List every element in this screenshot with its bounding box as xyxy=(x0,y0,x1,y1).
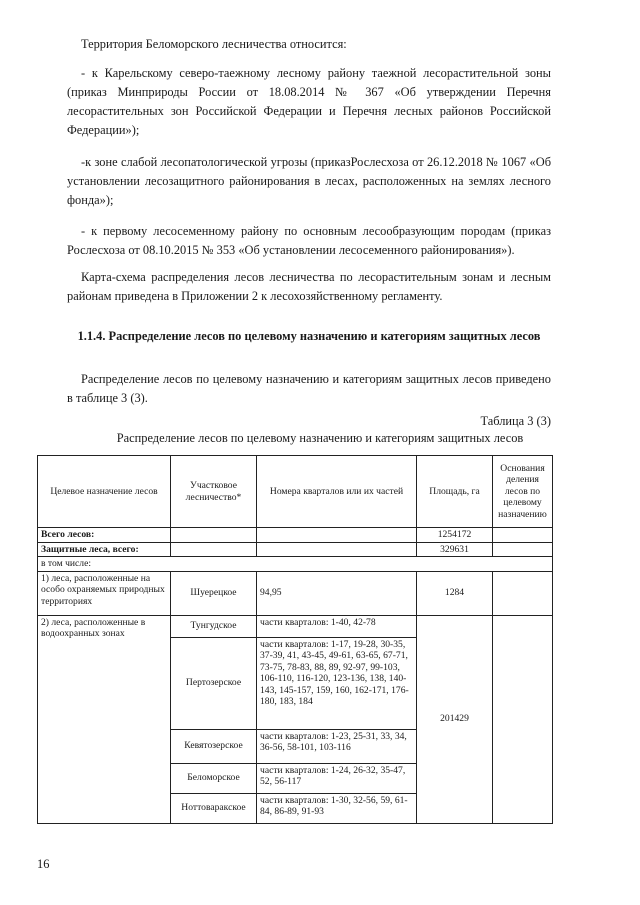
paragraph-forest-region: - к Карельскому северо-таежному лесному району таежной лесорастительной зоны (приказ Минприроды России от 18.08.2014 № 367 «Об утверждении Перечня лесорастительных зон Российской Федерации и Перечня лесных районов Российской Федерации»); xyxy=(67,66,551,137)
cell-water-area: 201429 xyxy=(417,615,493,823)
table-label: Таблица 3 (3) xyxy=(480,414,551,428)
section-heading: 1.1.4. Распределение лесов по целевому назначению и категориям защитных лесов xyxy=(77,329,541,343)
paragraph-pathology-zone: -к зоне слабой лесопатологической угрозы (приказРослесхоза от 26.12.2018 № 1067 «Об установлении лесозащитного районирования в лесах, расположенных на землях лесного фонда»); xyxy=(67,155,551,207)
cell-water-quarters: части кварталов: 1-40, 42-78 xyxy=(257,615,417,637)
cell-water-district: Тунгудское xyxy=(171,615,257,637)
header-quarters: Номера кварталов или их частей xyxy=(257,456,417,528)
table-row-including xyxy=(38,557,553,572)
cell-total-label: Всего лесов: xyxy=(38,528,171,543)
header-district: Участковое лесничество* xyxy=(171,456,257,528)
cell-oopt-quarters: 94,95 xyxy=(257,571,417,615)
cell-including: в том числе: xyxy=(38,557,553,572)
cell-oopt-label: 1) леса, расположенные на особо охраняемых природных территориях xyxy=(38,571,171,615)
cell-water-label: 2) леса, расположенные в водоохранных зонах xyxy=(38,615,171,823)
table-row-water-1 xyxy=(38,615,553,637)
table-row-protective xyxy=(38,542,553,557)
cell-oopt-district: Шуерецкое xyxy=(171,571,257,615)
header-basis: Основания деления лесов по целевому назначению xyxy=(493,456,553,528)
cell-water-district: Пертозерское xyxy=(171,637,257,729)
table-row-total xyxy=(38,528,553,543)
cell-water-quarters: части кварталов: 1-24, 26-32, 35-47, 52, 56-117 xyxy=(257,763,417,793)
cell-water-district: Ноттоваракское xyxy=(171,793,257,823)
cell-water-quarters: части кварталов: 1-23, 25-31, 33, 34, 36-56, 58-101, 103-116 xyxy=(257,729,417,763)
cell-total-area: 1254172 xyxy=(417,528,493,543)
header-area: Площадь, га xyxy=(417,456,493,528)
paragraph-seed-region: - к первому лесосеменному району по основным лесообразующим породам (приказ Рослесхоза от 08.10.2015 № 353 «Об установлении лесосеменного районирования»). xyxy=(67,224,551,257)
paragraph-intro: Территория Беломорского лесничества относится: xyxy=(81,37,347,51)
table-row-oopt xyxy=(38,571,553,615)
paragraph-table-intro: Распределение лесов по целевому назначению и категориям защитных лесов приведено в таблице 3 (3). xyxy=(67,372,551,405)
cell-water-quarters: части кварталов: 1-30, 32-56, 59, 61-84, 86-89, 91-93 xyxy=(257,793,417,823)
page-number: 16 xyxy=(37,857,50,871)
cell-water-district: Кевятозерское xyxy=(171,729,257,763)
cell-protective-label: Защитные леса, всего: xyxy=(38,542,171,557)
paragraph-map-reference: Карта-схема распределения лесов лесничества по лесорастительным зонам и лесным районам приведена в Приложении 2 к лесохозяйственному регламенту. xyxy=(67,270,551,303)
header-purpose: Целевое назначение лесов xyxy=(38,456,171,528)
table-header-row xyxy=(38,456,553,528)
table-caption: Распределение лесов по целевому назначению и категориям защитных лесов xyxy=(116,431,524,445)
cell-protective-area: 329631 xyxy=(417,542,493,557)
cell-water-quarters: части кварталов: 1-17, 19-28, 30-35, 37-39, 41, 43-45, 49-61, 63-65, 67-71, 73-75, 78-83, 88, 89, 92-97, 99-103, 106-110, 116-120, 123-136, 138, 140-143, 145-157, 159, 160, 162-171, 176-180, 183, 184 xyxy=(257,637,417,729)
cell-water-district: Беломорское xyxy=(171,763,257,793)
cell-oopt-area: 1284 xyxy=(417,571,493,615)
forest-distribution-table xyxy=(37,455,553,824)
